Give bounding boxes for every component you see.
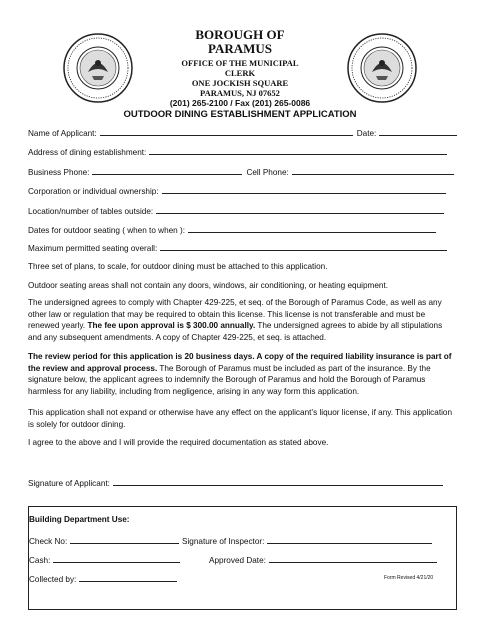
cell-phone-label: Cell Phone:	[246, 168, 289, 177]
max-seating-field[interactable]	[160, 242, 447, 251]
corp-field[interactable]	[162, 185, 446, 194]
dates-label: Dates for outdoor seating ( when to when ):	[28, 226, 186, 235]
business-phone-field[interactable]	[92, 166, 242, 175]
paragraph-review	[28, 351, 454, 397]
phone-fax: (201) 265-2100 / Fax (201) 265-0086	[169, 98, 311, 108]
building-dept-title: Building Department Use:	[29, 515, 130, 524]
cash-label: Cash:	[29, 556, 51, 565]
check-no-label: Check No:	[29, 537, 68, 546]
collected-by-label: Collected by:	[29, 575, 77, 584]
compliance-text-b: The undersigned agrees to abide by all stipulations and any subsequent amendments. A copy of Chapter 429-225, et seq. is attached.	[28, 321, 443, 342]
dates-field[interactable]	[188, 224, 436, 233]
name-field[interactable]	[100, 127, 353, 136]
signature-label: Signature of Applicant:	[28, 479, 110, 488]
address-row	[28, 146, 447, 158]
check-no-field[interactable]	[70, 535, 179, 544]
date-label: Date:	[356, 129, 377, 138]
paragraph-compliance	[28, 297, 454, 343]
location-label: Location/number of tables outside:	[28, 207, 154, 216]
approved-date-label: Approved Date:	[209, 556, 266, 565]
paragraph-agreement: I agree to the above and I will provide the required documentation as stated above.	[28, 438, 329, 447]
fee-text: The fee upon approval is $ 300.00 annually.	[87, 321, 256, 330]
dates-row	[28, 224, 436, 236]
office-line1: OFFICE OF THE MUNICIPAL	[181, 58, 299, 68]
corp-label: Corporation or individual ownership:	[28, 187, 159, 196]
business-phone-label: Business Phone:	[28, 168, 90, 177]
inspector-sig-label: Signature of Inspector:	[182, 537, 265, 546]
check-no-row	[29, 535, 179, 546]
address-label: Address of dining establishment:	[28, 148, 147, 157]
borough-title-line2: PARAMUS	[207, 41, 273, 56]
approved-date-row	[209, 554, 437, 565]
compliance-text-a: The undersigned agrees to comply with Chapter 429-225, et seq. of the Borough of Paramus Code, as well as any other law or regulation that may be required to obtain this license. This license is not transferable and must be renewed yearly.	[28, 298, 442, 330]
paragraph-liquor: This application shall not expand or otherwise have any effect on the applicant’s liquor license, if any. This application is solely for outdoor dining.	[28, 408, 453, 429]
form-title: OUTDOOR DINING ESTABLISHMENT APPLICATION	[123, 109, 357, 120]
office-line2: CLERK	[224, 68, 256, 78]
location-row	[28, 205, 444, 217]
cash-row	[29, 554, 180, 565]
address-line1: ONE JOCKISH SQUARE	[191, 78, 289, 88]
phone-row	[28, 166, 454, 178]
collected-by-field[interactable]	[79, 573, 177, 582]
collected-by-row	[29, 573, 177, 584]
review-period-text: The review period for this application is 20 business days. A copy of the required liability insurance is part of the review and approval process.	[28, 352, 452, 373]
paragraph-plans: Three set of plans, to scale, for outdoor dining must be attached to this application.	[28, 262, 328, 271]
cash-field[interactable]	[53, 554, 180, 563]
max-seating-row	[28, 242, 447, 254]
inspector-sig-row	[182, 535, 432, 546]
max-seating-label: Maximum permitted seating overall:	[28, 244, 158, 253]
cell-phone-field[interactable]	[292, 166, 454, 175]
insurance-text: The Borough of Paramus must be included as part of the insurance. By the signature below, the applicant agrees to indemnify the Borough of Paramus and hold the Borough of Paramus harmless for any liability, including from negligence, arising in any way form this application.	[28, 363, 431, 396]
location-field[interactable]	[156, 205, 444, 214]
paragraph-equipment: Outdoor seating areas shall not contain any doors, windows, air conditioning, or heating equipment.	[28, 281, 389, 290]
address-line2: PARAMUS, NJ 07652	[200, 88, 280, 98]
date-field[interactable]	[379, 127, 457, 136]
address-field[interactable]	[149, 146, 447, 155]
signature-row	[28, 477, 443, 489]
inspector-sig-field[interactable]	[267, 535, 432, 544]
name-row	[28, 127, 457, 139]
borough-title-line1: BOROUGH OF	[195, 27, 285, 42]
approved-date-field[interactable]	[269, 554, 437, 563]
building-department-box	[28, 506, 457, 610]
signature-field[interactable]	[113, 477, 443, 486]
corp-row	[28, 185, 446, 197]
name-label: Name of Applicant:	[28, 129, 97, 138]
form-revised-note: Form Revised 4/21/20	[384, 575, 434, 581]
